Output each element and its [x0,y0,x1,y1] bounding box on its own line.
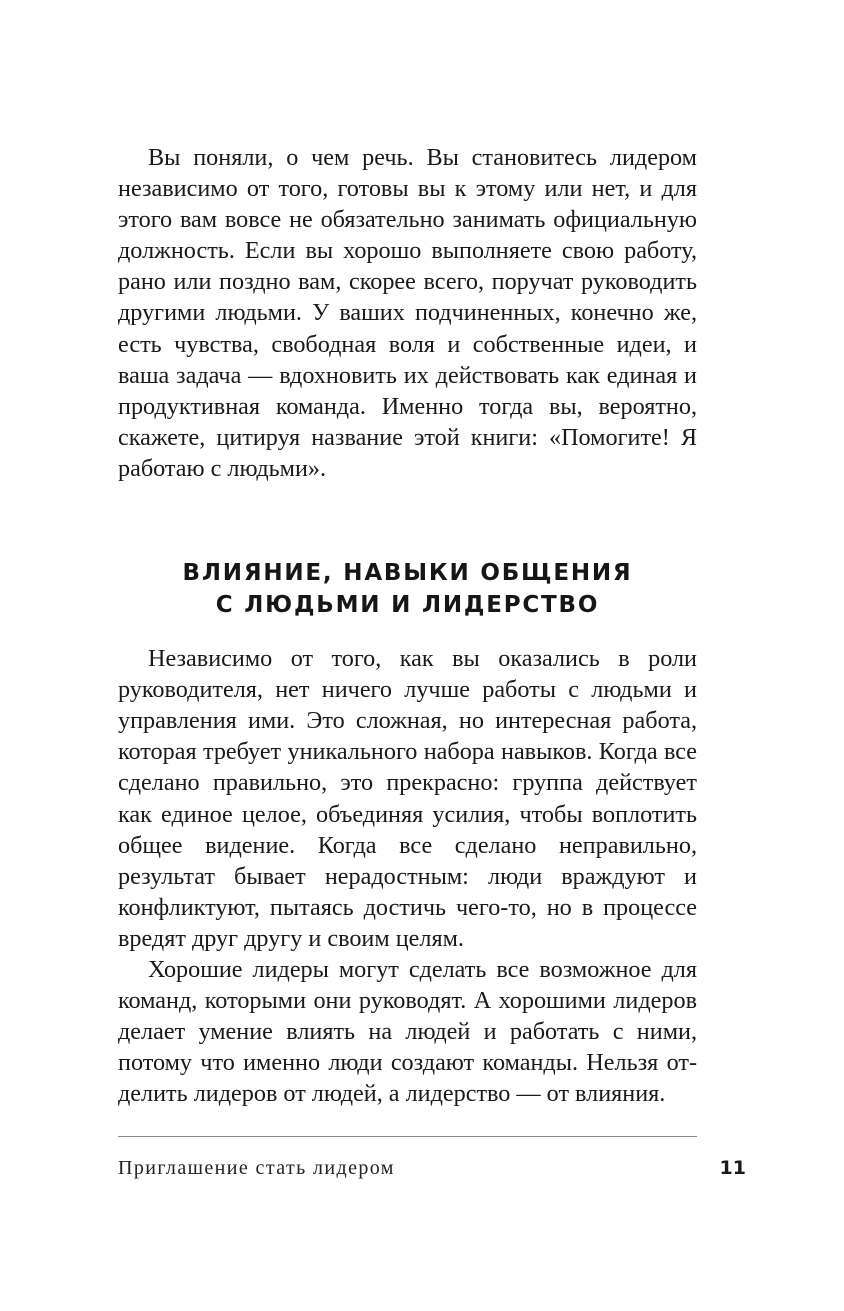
page-body [118,142,697,1109]
paragraph-intro: Вы поняли, о чем речь. Вы становитесь лидером независимо от того, готовы вы к этому или нет, и для этого вам вовсе не обязательно занимать официальную должность. Если вы хорошо выполняете свою работу, рано или поздно вам, скорее всего, поручат руководить другими людьми. У ваших подчиненных, конечно же, есть чувства, свободная воля и собственные идеи, и ваша задача — вдохновить их действовать как единая и продуктивная команда. Именно тогда вы, вероятно, скажете, цитируя название этой книги: «Помогите! Я работаю с людьми». [118,144,697,482]
running-title: Приглашение стать лидером [118,1157,395,1179]
section-heading-line-1: ВЛИЯНИЕ, НАВЫКИ ОБЩЕНИЯ [182,560,633,587]
section-heading-line-2: С ЛЮДЬМИ И ЛИДЕРСТВО [215,592,600,619]
paragraph-leaders: Хорошие лидеры могут сделать все возможное для команд, которыми они руководят. А хорошими лидеров делает умение влиять на людей и работать с ними, потому что именно люди создают команды. Нельзя отделить лидеров от людей, а лидерство — от влияния. [118,955,697,1108]
footer-divider [118,1136,697,1137]
page-number: 11 [719,1157,746,1179]
paragraph-management: Независимо от того, как вы оказались в роли руководителя, нет ничего лучше работы с людьми и управления ими. Это сложная, но интересная работа, которая требует уникального набора навыков. Когда все сделано правильно, это прекрасно: группа действует как единое целое, объединяя усилия, чтобы воплотить общее видение. Когда все сделано неправильно, результат бывает нерадостным: люди враждуют и конфликтуют, пытаясь достичь чего-то, но в процессе вредят друг другу и своим целям. [118,645,697,952]
section-heading [118,557,697,621]
